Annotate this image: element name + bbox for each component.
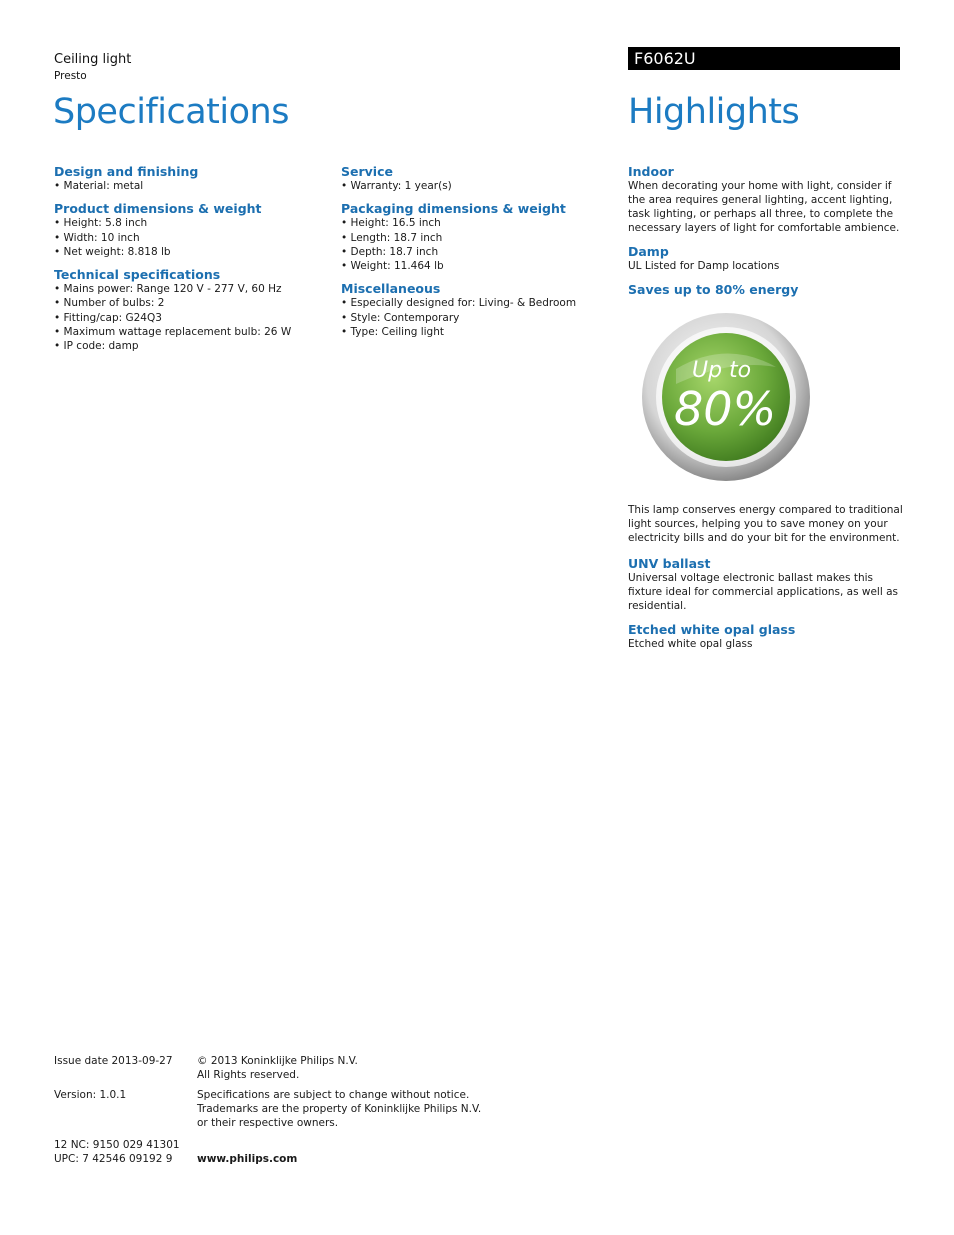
spec-section-title: Design and finishing bbox=[54, 164, 199, 179]
version: Version: 1.0.1 bbox=[54, 1089, 127, 1101]
copyright: © 2013 Koninklijke Philips N.V. bbox=[197, 1055, 358, 1067]
highlights-column bbox=[628, 165, 903, 661]
spec-item: • Depth: 18.7 inch bbox=[341, 245, 439, 258]
spec-item: • Length: 18.7 inch bbox=[341, 231, 443, 244]
spec-item: • Material: metal bbox=[54, 180, 144, 192]
spec-item: • Number of bulbs: 2 bbox=[54, 297, 165, 310]
spec-section-packaging bbox=[341, 201, 611, 273]
spec-section-product-dimensions bbox=[54, 201, 324, 259]
spec-section-technical bbox=[54, 267, 324, 353]
highlight-title: Saves up to 80% energy bbox=[628, 282, 799, 297]
spec-item: • Style: Contemporary bbox=[341, 311, 460, 324]
highlights-title: Highlights bbox=[628, 92, 800, 132]
spec-item: • Especially designed for: Living- & Bedroom bbox=[341, 297, 577, 310]
spec-item: • Maximum wattage replacement bulb: 26 W bbox=[54, 326, 292, 339]
highlight-damp bbox=[628, 245, 903, 273]
issue-date: Issue date 2013-09-27 bbox=[54, 1055, 173, 1067]
highlight-glass bbox=[628, 623, 903, 651]
spec-item: • Mains power: Range 120 V - 277 V, 60 Hz bbox=[54, 283, 282, 296]
highlight-text: When decorating your home with light, consider if the area requires general lighting, accent lighting, task lighting, or perhaps all three, to complete the necessary layers of light for comfortable ambience. bbox=[628, 180, 900, 234]
website-link[interactable]: www.philips.com bbox=[197, 1153, 298, 1165]
copyright-block bbox=[197, 1054, 358, 1082]
spec-column-2 bbox=[341, 164, 611, 347]
spec-item: • IP code: damp bbox=[54, 340, 139, 353]
product-name: Presto bbox=[54, 70, 87, 82]
notice-line: Trademarks are the property of Koninklijke Philips N.V. bbox=[197, 1103, 482, 1115]
highlight-text: Universal voltage electronic ballast makes this fixture ideal for commercial applications, as well as residential. bbox=[628, 572, 899, 612]
upc-code: UPC: 7 42546 09192 9 bbox=[54, 1153, 173, 1165]
highlight-text: UL Listed for Damp locations bbox=[628, 260, 780, 272]
spec-item: • Weight: 11.464 lb bbox=[341, 260, 444, 273]
spec-item: • Net weight: 8.818 lb bbox=[54, 245, 171, 258]
spec-section-design bbox=[54, 164, 324, 193]
highlight-title: Indoor bbox=[628, 164, 674, 179]
highlight-text: This lamp conserves energy compared to traditional light sources, helping you to save money on your electricity bills and do your bit for the environment. bbox=[628, 504, 903, 544]
highlight-title: Damp bbox=[628, 244, 669, 259]
spec-item: • Warranty: 1 year(s) bbox=[341, 180, 452, 192]
badge-line-2: 80% bbox=[674, 382, 777, 436]
spec-item: • Height: 5.8 inch bbox=[54, 217, 148, 230]
spec-section-title: Service bbox=[341, 164, 393, 179]
notice-line: or their respective owners. bbox=[197, 1117, 339, 1129]
spec-item: • Type: Ceiling light bbox=[341, 326, 444, 339]
energy-saving-badge-icon bbox=[636, 309, 816, 489]
model-number: F6062U bbox=[634, 49, 696, 68]
spec-item: • Height: 16.5 inch bbox=[341, 217, 441, 230]
codes-block bbox=[54, 1138, 180, 1166]
nc-code: 12 NC: 9150 029 41301 bbox=[54, 1139, 180, 1151]
spec-item: • Width: 10 inch bbox=[54, 231, 140, 244]
spec-section-service bbox=[341, 164, 611, 193]
highlight-energy bbox=[628, 283, 903, 545]
highlight-title: Etched white opal glass bbox=[628, 622, 796, 637]
spec-section-title: Packaging dimensions & weight bbox=[341, 201, 566, 217]
specifications-title: Specifications bbox=[53, 92, 289, 132]
highlight-indoor bbox=[628, 165, 903, 235]
spec-section-miscellaneous bbox=[341, 281, 611, 339]
product-category: Ceiling light bbox=[54, 52, 132, 67]
spec-section-title: Product dimensions & weight bbox=[54, 201, 262, 217]
highlight-text: Etched white opal glass bbox=[628, 638, 753, 650]
badge-line-1: Up to bbox=[692, 358, 752, 383]
notice-line: Specifications are subject to change without notice. bbox=[197, 1089, 470, 1101]
spec-item: • Fitting/cap: G24Q3 bbox=[54, 311, 162, 324]
highlight-ballast bbox=[628, 557, 903, 613]
spec-section-title: Miscellaneous bbox=[341, 281, 441, 297]
notice-block bbox=[197, 1088, 481, 1130]
spec-column-1 bbox=[54, 164, 324, 362]
highlight-title: UNV ballast bbox=[628, 556, 711, 571]
rights: All Rights reserved. bbox=[197, 1069, 300, 1081]
spec-section-title: Technical specifications bbox=[54, 267, 221, 283]
